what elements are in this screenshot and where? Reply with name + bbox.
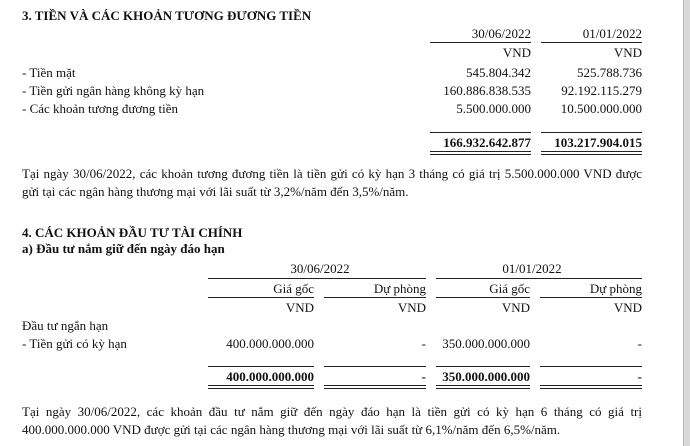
row-provision-2: - <box>637 336 642 351</box>
row-label-cash: - Tiền mặt <box>22 65 76 80</box>
total-rule-bottom-cost-1 <box>208 385 314 389</box>
row-value-demand-deposits-1: 160.886.838.535 <box>443 83 531 98</box>
col-unit-2: VND <box>613 45 642 60</box>
col-header-date-1: 30/06/2022 <box>471 26 531 41</box>
col-header-date-2: 01/01/2022 <box>582 26 642 41</box>
total-provision-1: - <box>421 369 426 384</box>
total-rule-bottom-2 <box>541 151 642 155</box>
section-4-subtitle: a) Đầu tư nắm giữ đến ngày đáo hạn <box>22 241 225 256</box>
row-provision-1: - <box>421 336 426 351</box>
total-rule-top-provision-2 <box>540 366 642 367</box>
total-rule-top-cost-2 <box>436 366 530 367</box>
total-value-2: 103.217.904.015 <box>554 135 642 150</box>
col-header-cost-1: Giá gốc <box>273 281 314 296</box>
col-rule-cost-1 <box>208 297 314 298</box>
col-unit-cost-2: VND <box>501 300 530 315</box>
section-3-title: 3. TIỀN VÀ CÁC KHOẢN TƯƠNG ĐƯƠNG TIỀN <box>22 8 312 23</box>
group-rule-1 <box>208 278 426 279</box>
total-rule-bottom-cost-2 <box>436 385 530 389</box>
total-cost-2: 350.000.000.000 <box>442 369 530 384</box>
row-label-cash-equivalents: - Các khoản tương đương tiền <box>22 101 179 116</box>
col-header-provision-1: Dự phòng <box>373 281 426 296</box>
col-rule-provision-1 <box>324 297 426 298</box>
total-rule-top-2 <box>541 132 642 133</box>
row-value-cash-2: 525.788.736 <box>577 65 642 80</box>
col-header-provision-2: Dự phòng <box>589 281 642 296</box>
page-edge-scrollbar <box>683 0 690 446</box>
col-rule-provision-2 <box>540 297 642 298</box>
section-3-note: Tại ngày 30/06/2022, các khoản tương đương tiền là tiền gửi có kỳ hạn 3 tháng có giá trị 5.500.000.000 VND được gửi tại các ngân hàng thương mại với lãi suất từ 3,2%/năm đến 3,5%/năm. <box>22 166 642 199</box>
group-date-2: 01/01/2022 <box>502 261 562 276</box>
header-rule-1 <box>430 42 531 43</box>
total-rule-bottom-1 <box>430 151 531 155</box>
row-value-cash-1: 545.804.342 <box>466 65 531 80</box>
row-label-term-deposits: - Tiền gửi có kỳ hạn <box>22 336 127 351</box>
total-rule-top-provision-1 <box>324 366 426 367</box>
row-value-demand-deposits-2: 92.192.115.279 <box>561 83 642 98</box>
total-rule-top-1 <box>430 132 531 133</box>
total-value-1: 166.932.642.877 <box>443 135 531 150</box>
total-rule-bottom-provision-1 <box>324 385 426 389</box>
group-rule-2 <box>436 278 642 279</box>
section-4-title: 4. CÁC KHOẢN ĐẦU TƯ TÀI CHÍNH <box>22 225 243 240</box>
col-unit-provision-1: VND <box>397 300 426 315</box>
col-unit-1: VND <box>502 45 531 60</box>
section-4-note: Tại ngày 30/06/2022, các khoản đầu tư nắm giữ đến ngày đáo hạn là tiền gửi có kỳ hạn 6 tháng có giá trị 400.000.000.000 VND được gửi tại các ngân hàng thương mại với lãi suất từ 6,1%/năm đến 6,5%/năm. <box>22 404 642 437</box>
group-label-short-term: Đầu tư ngắn hạn <box>22 318 109 333</box>
group-date-1: 30/06/2022 <box>290 261 350 276</box>
col-unit-provision-2: VND <box>613 300 642 315</box>
col-header-cost-2: Giá gốc <box>489 281 530 296</box>
total-rule-bottom-provision-2 <box>540 385 642 389</box>
row-value-cash-equivalents-1: 5.500.000.000 <box>456 101 531 116</box>
row-cost-2: 350.000.000.000 <box>442 336 530 351</box>
col-rule-cost-2 <box>436 297 530 298</box>
total-rule-top-cost-1 <box>208 366 314 367</box>
total-provision-2: - <box>637 369 642 384</box>
row-label-demand-deposits: - Tiền gửi ngân hàng không kỳ hạn <box>22 83 205 98</box>
row-value-cash-equivalents-2: 10.500.000.000 <box>560 101 642 116</box>
col-unit-cost-1: VND <box>285 300 314 315</box>
row-cost-1: 400.000.000.000 <box>226 336 314 351</box>
total-cost-1: 400.000.000.000 <box>226 369 314 384</box>
header-rule-2 <box>541 42 642 43</box>
